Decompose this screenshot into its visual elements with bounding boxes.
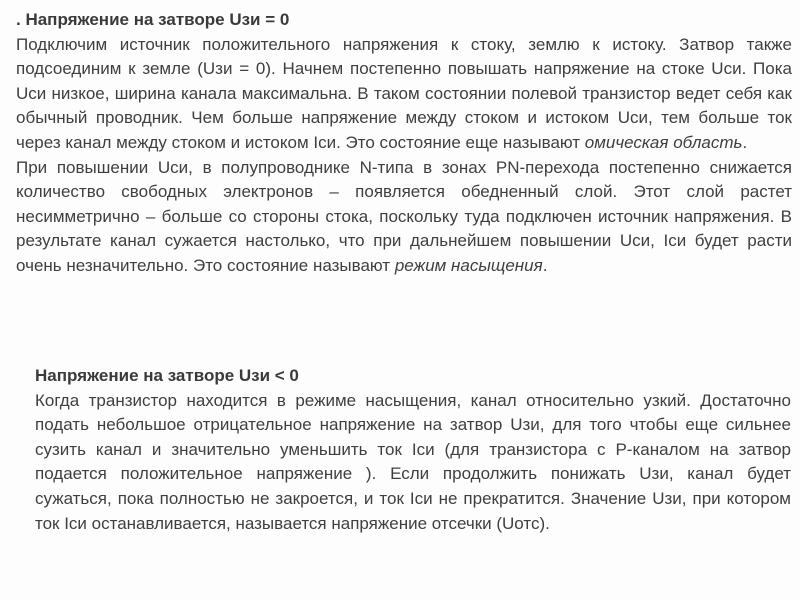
paragraph-text: Когда транзистор находится в режиме насыщения, канал относительно узкий. Достаточно подать небольшое отрицательное напряжение на затвор Uзи, для того чтобы еще сильнее сузить канал и значительно уменьшить ток Iси (для транзистора с P-каналом на затвор подается положительное напряжение ). Если продолжить понижать Uзи, канал будет сужаться, пока полностью не закроется, и ток Iси не прекратится. Значение Uзи, при котором ток Iси останавливается, называется напряжение отсечки (Uотс). <box>35 390 791 533</box>
paragraph <box>16 33 792 156</box>
paragraph-text: Подключим источник положительного напряжения к стоку, землю к истоку. Затвор также подсоединим к земле (Uзи = 0). Начнем постепенно повышать напряжение на стоке Uси. Пока Uси низкое, ширина канала максимальна. В таком состоянии полевой транзистор ведет себя как обычный проводник. Чем больше напряжение между стоком и истоком Uси, тем больше ток через канал между стоком и истоком Iси. Это состояние еще называют <box>16 34 792 152</box>
section-gate-voltage-negative <box>35 364 791 536</box>
section-title-gate-voltage-negative: Напряжение на затворе Uзи < 0 <box>35 366 299 385</box>
section-gate-voltage-zero <box>16 8 792 279</box>
section-body <box>35 389 791 537</box>
paragraph <box>35 389 791 537</box>
paragraph-text-italic: режим насыщения <box>394 255 543 275</box>
paragraph-text: . <box>742 132 748 152</box>
section-body <box>16 33 792 279</box>
paragraph-text: При повышении Uси, в полупроводнике N-типа в зонах PN-перехода постепенно снижается количество свободных электронов – появляется обедненный слой. Этот слой растет несимметрично – больше со стороны стока, поскольку туда подключен источник напряжения. В результате канал сужается настолько, что при дальнейшем повышении Uси, Iси будет расти очень незначительно. Это состояние называют <box>16 157 792 275</box>
section-title-gate-voltage-zero: . Напряжение на затворе Uзи = 0 <box>16 10 290 29</box>
paragraph-text: . <box>542 255 548 275</box>
paragraph-text-italic: омическая область <box>584 132 743 152</box>
paragraph <box>16 156 792 279</box>
